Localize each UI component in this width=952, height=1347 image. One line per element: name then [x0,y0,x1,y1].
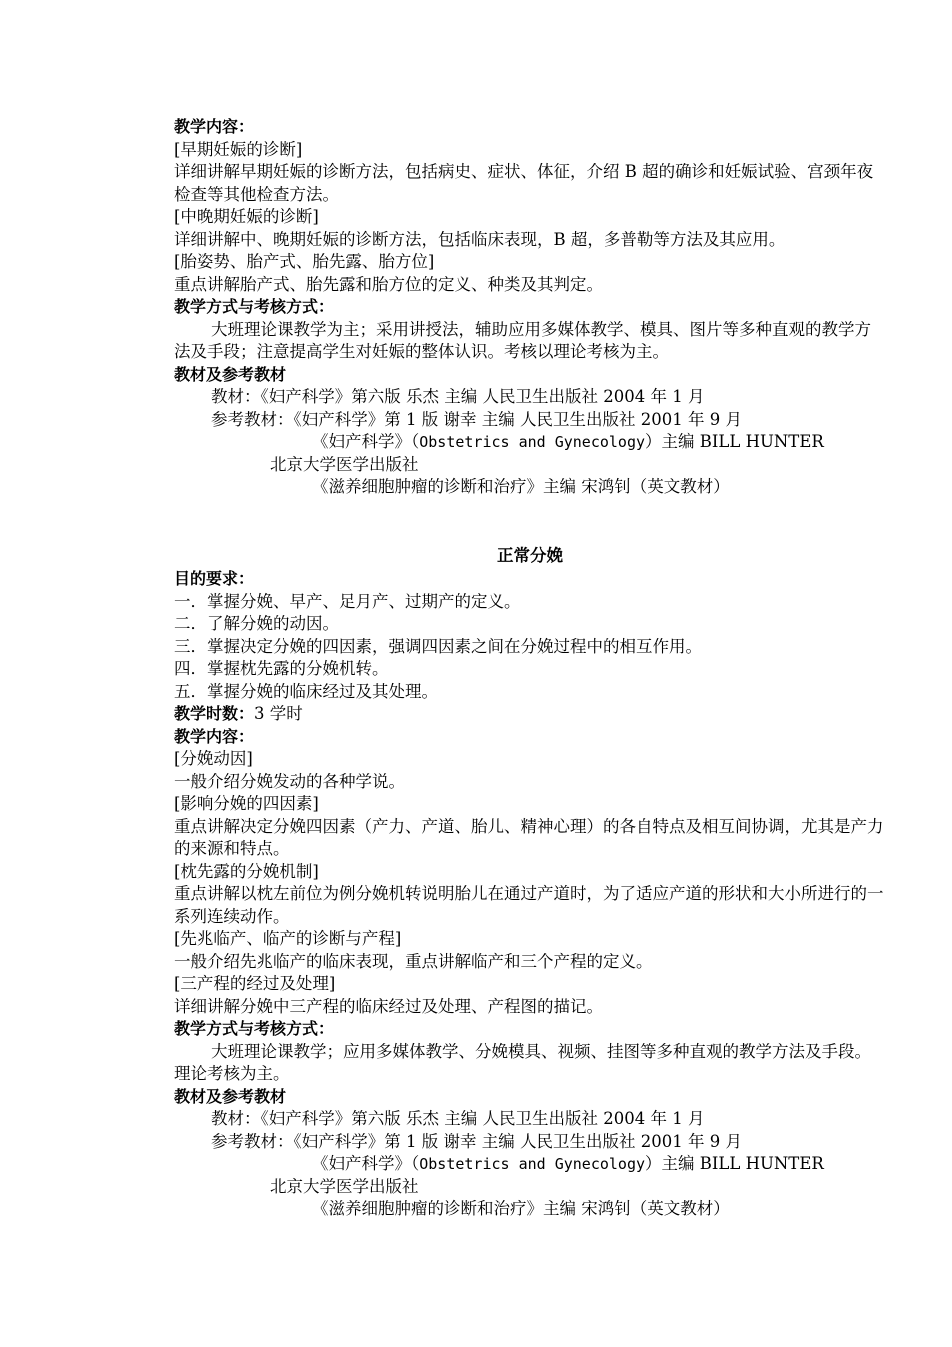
reference-line-2-suffix: ）主编 BILL HUNTER [645,1154,824,1173]
topic-fetal-position-text: 重点讲解胎产式、胎先露和胎方位的定义、种类及其判定。 [174,274,603,294]
reference-line-2 [174,431,886,454]
topic-mid-late-pregnancy: [中晚期妊娠的诊断] [174,207,319,226]
textbook-line: 教材：《妇产科学》第六版 乐杰 主编 人民卫生出版社 2004 年 1 月 [211,387,705,406]
teaching-content-heading-2: 教学内容： [174,726,255,746]
reference-line-2-english-title: Obstetrics and Gynecology [419,433,646,451]
reference-line-2-2 [174,1153,886,1176]
document-page [174,116,886,1221]
teaching-hours [174,703,886,726]
topic-mid-late-pregnancy-text: 详细讲解中、晚期妊娠的诊断方法，包括临床表现，B 超，多普勒等方法及其应用。 [174,229,786,249]
teaching-content-heading: 教学内容： [174,117,255,136]
goal-item: 四．掌握枕先露的分娩机转。 [174,659,389,678]
teaching-hours-label: 教学时数： [174,704,255,723]
teaching-hours-value: 3 学时 [254,704,303,723]
section-title: 正常分娩 [497,545,563,565]
topic-labor-diagnosis: [先兆临产、临产的诊断与产程] [174,929,402,948]
topic-labor-diagnosis-text: 一般介绍先兆临产的临床表现，重点讲解临产和三个产程的定义。 [174,951,653,971]
textbook-heading: 教材及参考教材 [174,364,287,384]
method-heading: 教学方式与考核方式： [174,297,335,316]
reference-line-2-prefix: 《妇产科学》（ [312,432,420,451]
topic-three-stages: [三产程的经过及处理] [174,974,336,993]
goal-item: 三．掌握决定分娩的四因素，强调四因素之间在分娩过程中的相互作用。 [174,636,702,656]
topic-early-pregnancy: [早期妊娠的诊断] [174,139,303,159]
topic-four-factors: [影响分娩的四因素] [174,794,319,813]
topic-occiput-mechanism-text: 重点讲解以枕左前位为例分娩机转说明胎儿在通过产道时，为了适应产道的形状和大小所进行的一系列连续动作。 [174,884,884,926]
method-text-2: 大班理论课教学；应用多媒体教学、分娩模具、视频、挂图等多种直观的教学方法及手段。理论考核为主。 [174,1041,871,1083]
method-heading-2: 教学方式与考核方式： [174,1019,335,1038]
textbook-heading-2: 教材及参考教材 [174,1086,287,1106]
goals-heading: 目的要求： [174,569,255,588]
reference-line-2-prefix: 《妇产科学》（ [312,1154,420,1173]
topic-labor-cause: [分娩动因] [174,749,253,768]
reference-line-2-suffix: ）主编 BILL HUNTER [645,432,824,451]
reference-line-4-2: 《滋养细胞肿瘤的诊断和治疗》主编 宋鸿钊（英文教材） [312,1199,730,1218]
topic-three-stages-text: 详细讲解分娩中三产程的临床经过及处理、产程图的描记。 [174,996,603,1016]
textbook-line-2: 教材：《妇产科学》第六版 乐杰 主编 人民卫生出版社 2004 年 1 月 [211,1109,705,1128]
goal-item: 二．了解分娩的动因。 [174,614,339,633]
topic-occiput-mechanism: [枕先露的分娩机制] [174,861,319,881]
reference-line-2-english-title: Obstetrics and Gynecology [419,1155,646,1173]
reference-line-1: 参考教材：《妇产科学》第 1 版 谢幸 主编 人民卫生出版社 2001 年 9 月 [211,409,742,429]
topic-four-factors-text: 重点讲解决定分娩四因素（产力、产道、胎儿、精神心理）的各自特点及相互间协调，尤其是产力的来源和特点。 [174,816,884,858]
reference-line-3: 北京大学医学出版社 [270,454,419,474]
topic-fetal-position: [胎姿势、胎产式、胎先露、胎方位] [174,252,435,271]
reference-line-3-2: 北京大学医学出版社 [270,1176,419,1196]
goal-item: 五．掌握分娩的临床经过及其处理。 [174,681,438,701]
reference-line-1-2: 参考教材：《妇产科学》第 1 版 谢幸 主编 人民卫生出版社 2001 年 9 月 [211,1131,742,1151]
reference-line-4: 《滋养细胞肿瘤的诊断和治疗》主编 宋鸿钊（英文教材） [312,477,730,496]
topic-early-pregnancy-text: 详细讲解早期妊娠的诊断方法，包括病史、症状、体征，介绍 B 超的确诊和妊娠试验、宫颈年夜检查等其他检查方法。 [174,162,874,204]
method-text: 大班理论课教学为主；采用讲授法，辅助应用多媒体教学、模具、图片等多种直观的教学方法及手段；注意提高学生对妊娠的整体认识。考核以理论考核为主。 [174,319,871,361]
goal-item: 一．掌握分娩、早产、足月产、过期产的定义。 [174,591,521,611]
topic-labor-cause-text: 一般介绍分娩发动的各种学说。 [174,771,405,791]
